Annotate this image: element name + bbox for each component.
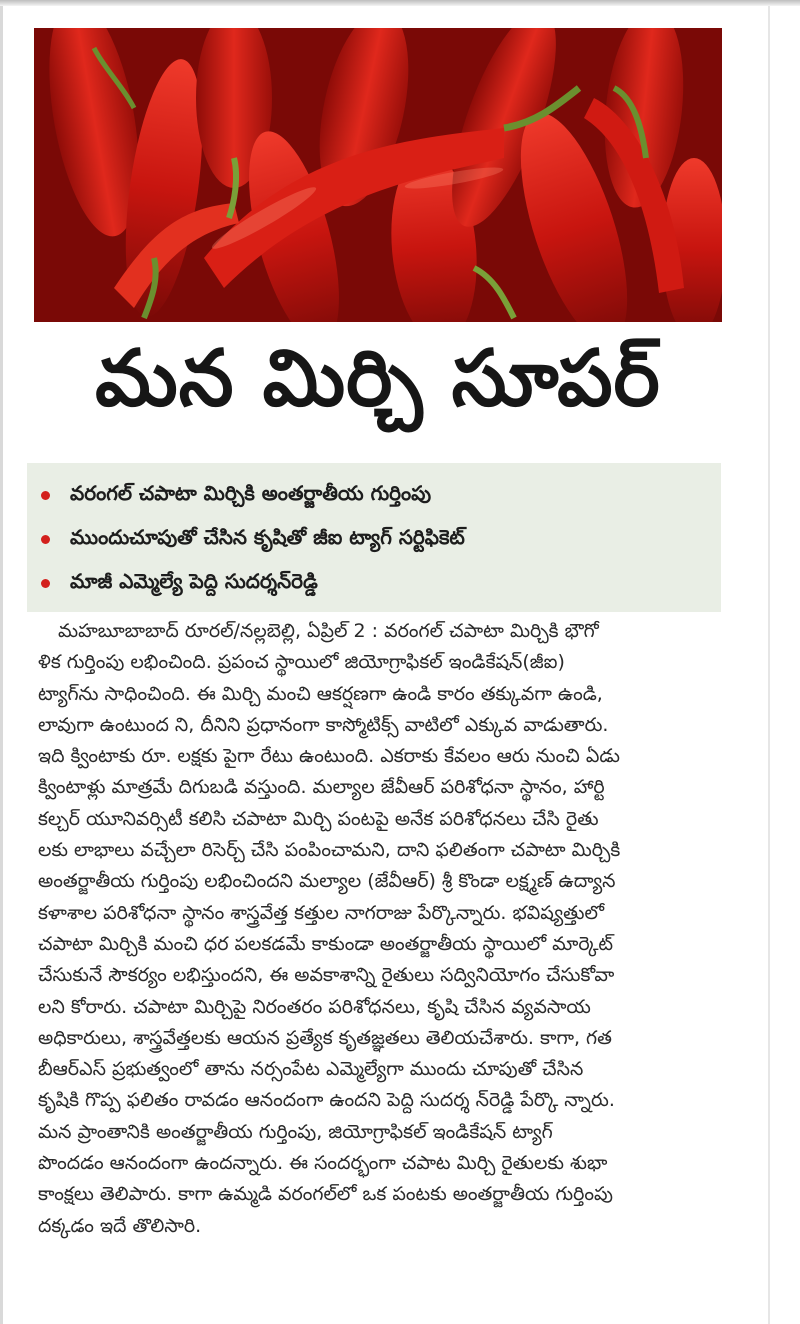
bullet-icon <box>41 535 50 544</box>
top-rule <box>0 0 800 6</box>
body-line: అంతర్జాతీయ గుర్తింపు లభించిందని మల్యాల (జేవీఆర్) శ్రీ కొండా లక్ష్మణ్ ఉద్యాన <box>38 870 616 893</box>
body-line: కల్చర్ యూనివర్సిటీ కలిసి చపాటా మిర్చి పంటపై అనేక పరిశోధనలు చేసి రైతు <box>38 807 599 830</box>
body-line: పొందడం ఆనందంగా ఉందన్నారు. ఈ సందర్భంగా చపాట మిర్చి రైతులకు శుభా <box>38 1152 608 1175</box>
body-line: ళిక గుర్తింపు లభించింది. ప్రపంచ స్థాయిలో జియోగ్రాఫికల్ ఇండికేషన్(జీఐ) <box>38 651 565 674</box>
body-line: మహబూబాబాద్ రూరల్/నల్లబెల్లి, ఏప్రిల్ 2 : వరంగల్ చపాటా మిర్చికి భౌగో <box>58 620 599 642</box>
highlight-text: మాజీ ఎమ్మెల్యే పెద్ది సుదర్శన్‌రెడ్డి <box>70 568 318 593</box>
body-line: కృషికి గొప్ప ఫలితం రావడం ఆనందంగా ఉందని పెద్ది సుదర్శ న్‌రెడ్డి పేర్కొ న్నారు. <box>38 1089 615 1112</box>
body-line: మన ప్రాంతానికి అంతర్జాతీయ గుర్తింపు, జియోగ్రాఫికల్ ఇండికేషన్ ట్యాగ్ <box>38 1120 553 1143</box>
red-chillies-photo <box>34 28 722 322</box>
body-line: చపాటా మిర్చికి మంచి ధర పలకడమే కాకుండా అంతర్జాతీయ స్థాయిలో మార్కెట్ <box>38 932 614 955</box>
body-line: లకు లాభాలు వచ్చేలా రిసెర్చ్ చేసి పంపించామని, దాని ఫలితంగా చపాటా మిర్చికి <box>38 839 621 862</box>
bullet-icon <box>41 491 50 500</box>
body-line: ట్యాగ్‌ను సాధించింది. ఈ మిర్చి మంచి ఆకర్షణగా ఉండి కారం తక్కువగా ఉండి, <box>38 682 603 705</box>
body-line: లావుగా ఉంటుంద ని, దీనిని ప్రధానంగా కాస్మోటిక్స్ వాటిలో ఎక్కువ వాడుతారు. <box>38 713 609 736</box>
highlight-item <box>41 517 721 561</box>
body-line: క్వింటాళ్లు మాత్రమే దిగుబడి వస్తుంది. మల్యాల జేవీఆర్ పరిశోధనా స్థానం, హార్టి <box>38 776 605 799</box>
bullet-icon <box>41 579 50 588</box>
body-line: కాంక్షలు తెలిపారు. కాగా ఉమ్మడి వరంగల్‌లో ఒక పంటకు అంతర్జాతీయ గుర్తింపు <box>38 1183 613 1206</box>
right-rule <box>768 6 770 1324</box>
body-line: కళాశాల పరిశోధనా స్థానం శాస్త్రవేత్త కత్తుల నాగరాజు పేర్కొన్నారు. భవిష్యత్తులో <box>38 901 605 924</box>
body-line: లని కోరారు. చపాటా మిర్చిపై నిరంతరం పరిశోధనలు, కృషి చేసిన వ్యవసాయ <box>38 995 591 1018</box>
highlight-text: వరంగల్ చపాటా మిర్చికి అంతర్జాతీయ గుర్తింపు <box>70 480 432 505</box>
headline: మన మిర్చి సూపర్ <box>95 333 661 424</box>
highlights-box <box>27 463 721 612</box>
body-line: ఇది క్వింటాకు రూ. లక్షకు పైగా రేటు ఉంటుంది. ఎకరాకు కేవలం ఆరు నుంచి ఏడు <box>38 745 620 768</box>
highlight-text: ముందుచూపుతో చేసిన కృషితో జీఐ ట్యాగ్ సర్టిఫికెట్ <box>70 524 465 549</box>
left-rule <box>0 6 3 1324</box>
body-line: దక్కడం ఇదే తొలిసారి. <box>38 1214 202 1237</box>
article-body <box>38 616 724 1242</box>
body-line: బీఆర్ఎస్ ప్రభుత్వంలో తాను నర్సంపేట ఎమ్మెల్యేగా ముందు చూపుతో చేసిన <box>38 1058 584 1081</box>
body-line: అధికారులు, శాస్త్రవేత్తలకు ఆయన ప్రత్యేక కృతజ్ఞతలు తెలియచేశారు. కాగా, గత <box>38 1026 612 1049</box>
body-line: చేసుకునే సౌకర్యం లభిస్తుందని, ఈ అవకాశాన్ని రైతులు సద్వినియోగం చేసుకోవా <box>38 964 615 987</box>
highlight-item <box>41 561 721 605</box>
highlight-item <box>41 473 721 517</box>
